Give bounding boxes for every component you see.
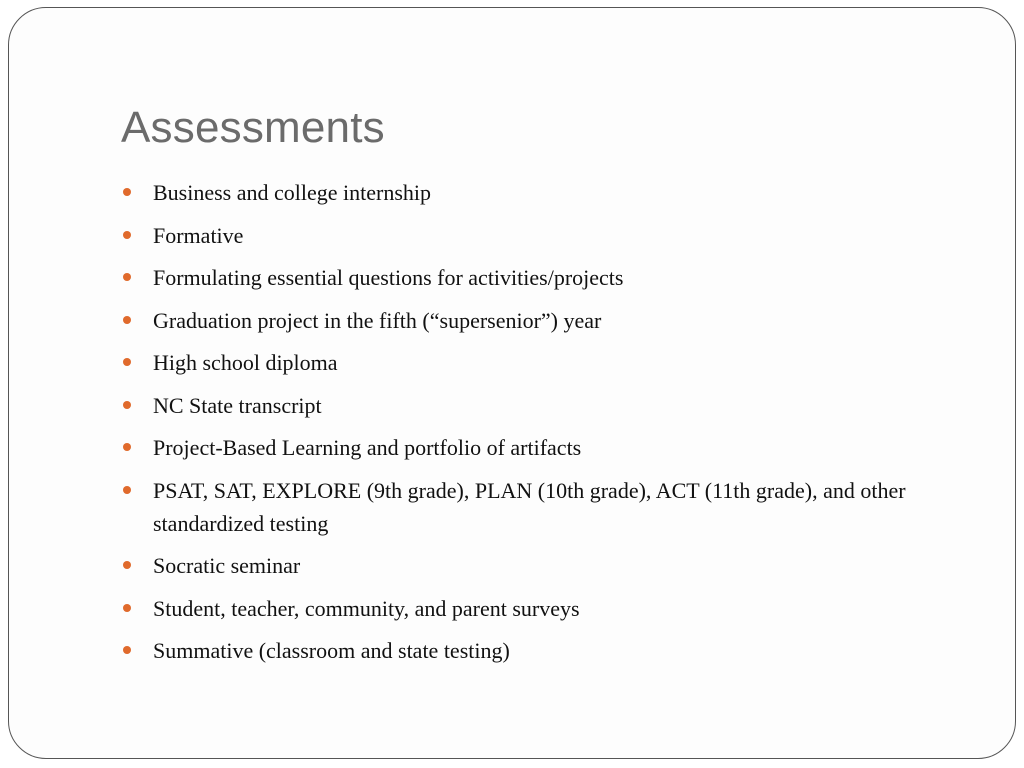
bullet-text: Summative (classroom and state testing) [153, 638, 510, 663]
bullet-text: PSAT, SAT, EXPLORE (9th grade), PLAN (10th grade), ACT (11th grade), and other standardized testing [153, 477, 906, 536]
bullet-text: Socratic seminar [153, 553, 301, 578]
bullet-dot-icon [123, 561, 131, 569]
bullet-text: Formulating essential questions for activities/projects [153, 265, 624, 290]
list-item [121, 261, 981, 294]
bullet-dot-icon [123, 443, 131, 451]
list-item [121, 634, 981, 667]
list-item [121, 176, 981, 209]
list-item [121, 389, 981, 422]
bullet-dot-icon [123, 316, 131, 324]
list-item [121, 431, 981, 464]
bullet-dot-icon [123, 646, 131, 654]
list-item [121, 474, 981, 540]
bullet-dot-icon [123, 486, 131, 494]
bullet-dot-icon [123, 401, 131, 409]
list-item [121, 304, 981, 337]
bullet-text: Project-Based Learning and portfolio of artifacts [153, 435, 582, 460]
bullet-dot-icon [123, 231, 131, 239]
list-item [121, 592, 981, 625]
bullet-text: High school diploma [153, 350, 338, 375]
slide-title: Assessments [121, 103, 385, 152]
bullet-text: NC State transcript [153, 392, 322, 418]
slide-frame [8, 7, 1016, 759]
bullet-text: Graduation project in the fifth (“supersenior”) year [153, 307, 602, 333]
list-item [121, 219, 981, 252]
bullet-text: Business and college internship [153, 180, 432, 205]
list-item [121, 346, 981, 379]
bullet-list [121, 176, 981, 677]
bullet-dot-icon [123, 188, 131, 196]
bullet-dot-icon [123, 358, 131, 366]
bullet-text: Student, teacher, community, and parent surveys [153, 595, 580, 621]
list-item [121, 549, 981, 582]
bullet-text: Formative [153, 222, 244, 248]
bullet-dot-icon [123, 273, 131, 281]
bullet-dot-icon [123, 604, 131, 612]
